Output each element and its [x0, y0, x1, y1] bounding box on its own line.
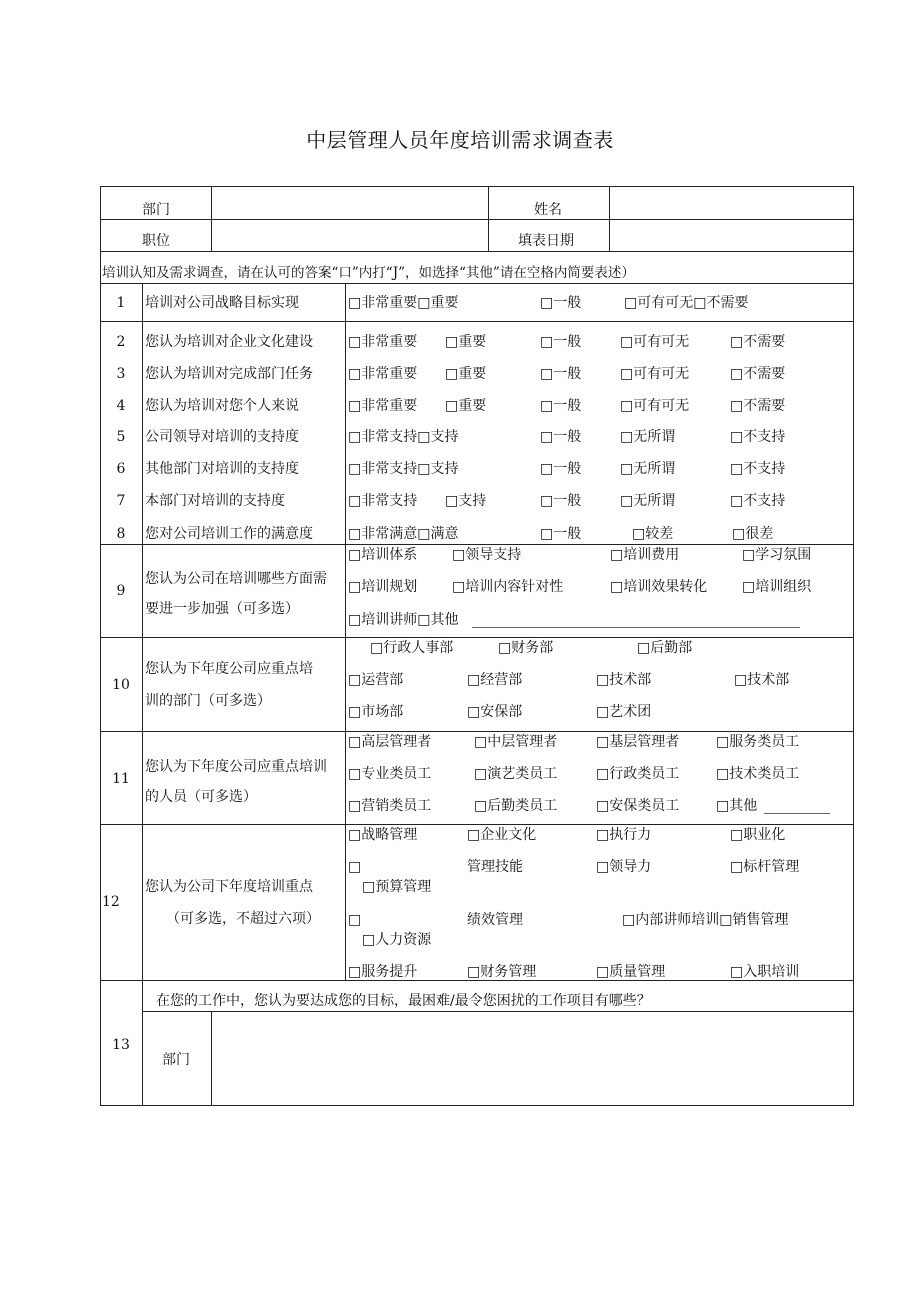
- option-not-supportive[interactable]: □不支持: [730, 461, 786, 477]
- question-number: 5: [116, 429, 126, 445]
- question-text: 要进一步加强（可多选）: [145, 601, 299, 617]
- option-security-dept[interactable]: □安保部: [467, 704, 523, 720]
- question-text: 的人员（可多选）: [145, 789, 257, 805]
- option-normal[interactable]: □一般: [540, 429, 582, 445]
- question-text: 您认为公司在培训哪些方面需: [145, 571, 327, 587]
- question-number: 7: [116, 493, 126, 509]
- question-text: 训的部门（可多选）: [145, 693, 271, 709]
- option-not-needed[interactable]: □不需要: [730, 334, 786, 350]
- option-benchmark-management[interactable]: □标杆管理: [730, 859, 800, 875]
- option-admin-staff[interactable]: □行政类员工: [596, 766, 680, 782]
- name-label: 姓名: [534, 202, 562, 218]
- question-text: 公司领导对培训的支持度: [145, 429, 299, 445]
- instruction-text: 培训认知及需求调查，请在认可的答案“口”内打“J”，如选择“其他”请在空格内简要表述）: [102, 265, 635, 281]
- option-marketing-dept[interactable]: □市场部: [348, 704, 404, 720]
- option-very-important[interactable]: □非常重要: [348, 334, 418, 350]
- option-professionalism[interactable]: □职业化: [730, 827, 786, 843]
- page-title: 中层管理人员年度培训需求调查表: [306, 128, 614, 152]
- option-normal[interactable]: □一般: [540, 334, 582, 350]
- question-text: （可多选，不超过六项）: [166, 911, 320, 927]
- option-supportive[interactable]: □支持: [445, 493, 487, 509]
- option-learning-atmosphere[interactable]: □学习氛围: [742, 547, 812, 563]
- option-important[interactable]: □重要: [445, 398, 487, 414]
- question-text: 您认为培训对完成部门任务: [145, 366, 313, 382]
- option-leadership-support[interactable]: □领导支持: [452, 547, 522, 563]
- dept-field[interactable]: [212, 187, 488, 219]
- col-divider: [488, 186, 489, 251]
- table-border-bottom: [100, 1105, 854, 1106]
- row-divider: [100, 251, 853, 252]
- fill-date-field[interactable]: [610, 220, 853, 251]
- option-service-staff[interactable]: □服务类员工: [716, 734, 800, 750]
- option-very-supportive[interactable]: □非常支持: [348, 493, 418, 509]
- option-performance-management-box[interactable]: □: [348, 912, 362, 928]
- option-very-satisfied-satisfied[interactable]: □非常满意□满意: [348, 526, 459, 542]
- row-divider: [100, 824, 853, 825]
- option-training-organization[interactable]: □培训组织: [742, 579, 812, 595]
- option-not-supportive[interactable]: □不支持: [730, 493, 786, 509]
- question-text: 您认为培训对企业文化建设: [145, 334, 313, 350]
- option-middle-managers[interactable]: □中层管理者: [474, 734, 558, 750]
- option-very-important[interactable]: □非常重要: [348, 366, 418, 382]
- other-fill-line[interactable]: [764, 813, 830, 814]
- other-fill-line[interactable]: [472, 627, 800, 628]
- row-divider: [100, 637, 853, 638]
- question-text: 培训对公司战略目标实现: [145, 295, 299, 311]
- option-poor[interactable]: □较差: [632, 526, 674, 542]
- option-indifferent[interactable]: □无所谓: [620, 429, 676, 445]
- option-effect-transfer[interactable]: □培训效果转化: [610, 579, 708, 595]
- option-finance-dept[interactable]: □财务部: [498, 640, 554, 656]
- option-performance-management: 绩效管理: [467, 912, 523, 928]
- option-normal[interactable]: □一般: [540, 493, 582, 509]
- option-corporate-culture[interactable]: □企业文化: [467, 827, 537, 843]
- option-training-cost[interactable]: □培训费用: [610, 547, 680, 563]
- option-other-staff[interactable]: □其他: [716, 798, 758, 814]
- option-admin-hr-dept[interactable]: □行政人事部: [370, 640, 454, 656]
- option-training-system[interactable]: □培训体系: [348, 547, 418, 563]
- option-internal-trainer-sales[interactable]: □内部讲师培训□销售管理: [622, 912, 789, 928]
- name-field[interactable]: [610, 187, 853, 219]
- question-number: 1: [116, 295, 126, 311]
- option-very-supportive-supportive[interactable]: □非常支持□支持: [348, 461, 459, 477]
- option-training-planning[interactable]: □培训规划: [348, 579, 418, 595]
- option-optional[interactable]: □可有可无: [620, 334, 690, 350]
- answer-field[interactable]: [212, 1012, 853, 1105]
- option-normal[interactable]: □一般: [540, 295, 582, 311]
- option-optional[interactable]: □可有可无: [620, 366, 690, 382]
- option-onboarding-training[interactable]: □入职培训: [730, 964, 800, 980]
- question-text: 您认为公司下年度培训重点: [145, 879, 313, 895]
- option-tech-dept[interactable]: □技术部: [596, 672, 652, 688]
- option-financial-management[interactable]: □财务管理: [467, 964, 537, 980]
- question-number: 3: [116, 366, 126, 382]
- option-service-improvement[interactable]: □服务提升: [348, 964, 418, 980]
- question-number: 2: [116, 334, 126, 350]
- option-security-staff[interactable]: □安保类员工: [596, 798, 680, 814]
- option-management-skills: 管理技能: [467, 859, 523, 875]
- question-number: 11: [112, 771, 130, 787]
- option-sales-staff[interactable]: □营销类员工: [348, 798, 432, 814]
- option-very-supportive-supportive[interactable]: □非常支持□支持: [348, 429, 459, 445]
- option-operations-dept[interactable]: □运营部: [348, 672, 404, 688]
- option-budget-management[interactable]: □预算管理: [362, 879, 432, 895]
- option-trainer-other[interactable]: □培训讲师□其他: [348, 612, 459, 628]
- option-not-needed[interactable]: □不需要: [730, 366, 786, 382]
- option-management-skills-box[interactable]: □: [348, 859, 362, 875]
- question-text: 其他部门对培训的支持度: [145, 461, 299, 477]
- option-optional-not-needed[interactable]: □可有可无□不需要: [624, 295, 749, 311]
- option-execution[interactable]: □执行力: [596, 827, 652, 843]
- option-professional-staff[interactable]: □专业类员工: [348, 766, 432, 782]
- option-not-supportive[interactable]: □不支持: [730, 429, 786, 445]
- option-normal[interactable]: □一般: [540, 526, 582, 542]
- question-number: 4: [116, 398, 126, 414]
- option-very-important[interactable]: □非常重要: [348, 398, 418, 414]
- option-strategic-management[interactable]: □战略管理: [348, 827, 418, 843]
- position-field[interactable]: [212, 220, 488, 251]
- table-border-left: [100, 186, 101, 1106]
- option-art-troupe[interactable]: □艺术团: [596, 704, 652, 720]
- question-text: 您认为培训对您个人来说: [145, 398, 299, 414]
- table-border-right: [853, 186, 854, 1106]
- dept-label: 部门: [142, 202, 170, 218]
- option-junior-managers[interactable]: □基层管理者: [596, 734, 680, 750]
- option-human-resources[interactable]: □人力资源: [362, 932, 432, 948]
- option-normal[interactable]: □一般: [540, 461, 582, 477]
- dept-label: 部门: [162, 1052, 190, 1068]
- option-important[interactable]: □重要: [445, 334, 487, 350]
- question-text: 您认为下年度公司应重点培训: [145, 759, 327, 775]
- position-label: 职位: [142, 233, 170, 249]
- row-divider: [100, 283, 853, 284]
- option-indifferent[interactable]: □无所谓: [620, 493, 676, 509]
- option-logistics-staff[interactable]: □后勤类员工: [474, 798, 558, 814]
- option-business-dept[interactable]: □经营部: [467, 672, 523, 688]
- option-senior-managers[interactable]: □高层管理者: [348, 734, 432, 750]
- question-number: 10: [112, 677, 130, 693]
- col-divider: [142, 283, 143, 1105]
- option-leadership[interactable]: □领导力: [596, 859, 652, 875]
- row-divider: [100, 321, 853, 322]
- option-not-needed[interactable]: □不需要: [730, 398, 786, 414]
- survey-table: [100, 186, 853, 1106]
- option-indifferent[interactable]: □无所谓: [620, 461, 676, 477]
- option-very-important-important[interactable]: □非常重要□重要: [348, 295, 459, 311]
- question-text: 您认为下年度公司应重点培: [145, 661, 313, 677]
- question-text: 本部门对培训的支持度: [145, 493, 285, 509]
- col-divider: [345, 283, 346, 980]
- question-number: 13: [112, 1037, 130, 1053]
- option-normal[interactable]: □一般: [540, 366, 582, 382]
- question-number: 9: [116, 583, 126, 599]
- option-tech-dept-2[interactable]: □技术部: [734, 672, 790, 688]
- row-divider: [100, 731, 853, 732]
- option-tech-staff[interactable]: □技术类员工: [716, 766, 800, 782]
- option-normal[interactable]: □一般: [540, 398, 582, 414]
- question-text: 您对公司培训工作的满意度: [145, 526, 313, 542]
- question-number: 12: [102, 894, 120, 910]
- option-quality-management[interactable]: □质量管理: [596, 964, 666, 980]
- option-optional[interactable]: □可有可无: [620, 398, 690, 414]
- option-logistics-dept[interactable]: □后勤部: [637, 640, 693, 656]
- option-very-poor[interactable]: □很差: [732, 526, 774, 542]
- question-number: 8: [116, 526, 126, 542]
- question-text: 在您的工作中，您认为要达成您的目标，最困难/最令您困扰的工作项目有哪些？: [156, 993, 651, 1009]
- fill-date-label: 填表日期: [518, 233, 574, 249]
- option-performing-staff[interactable]: □演艺类员工: [474, 766, 558, 782]
- question-number: 6: [116, 461, 126, 477]
- option-content-relevance[interactable]: □培训内容针对性: [452, 579, 564, 595]
- option-important[interactable]: □重要: [445, 366, 487, 382]
- row-divider: [100, 544, 853, 545]
